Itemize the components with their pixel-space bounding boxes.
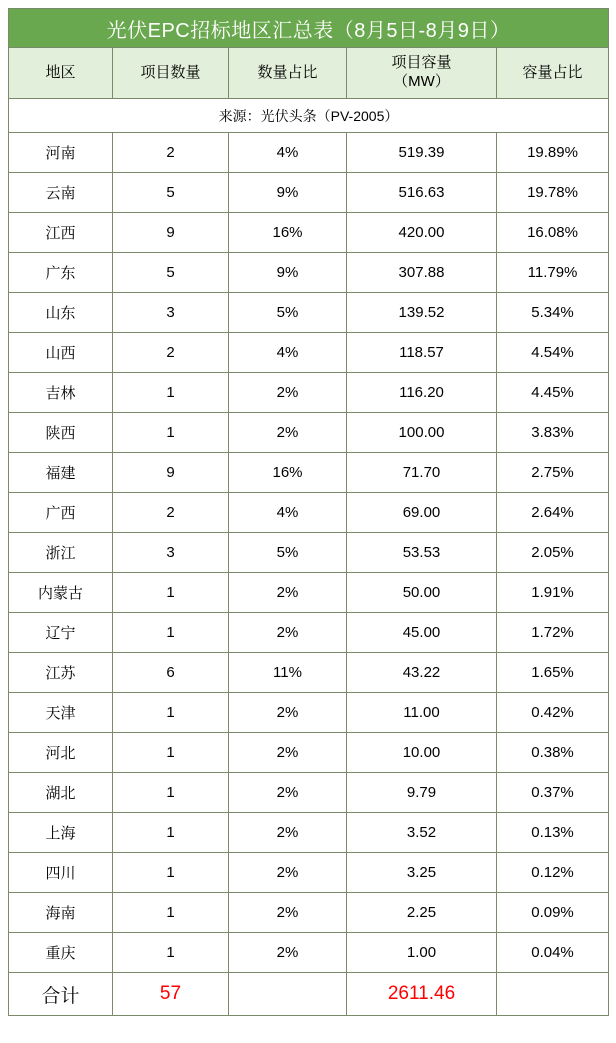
table-row bbox=[9, 893, 609, 933]
cell-capacity: 100.00 bbox=[347, 413, 497, 453]
cell-region: 云南 bbox=[9, 173, 113, 213]
cell-region: 山东 bbox=[9, 293, 113, 333]
cell-capacity: 519.39 bbox=[347, 133, 497, 173]
cell-capacity: 3.25 bbox=[347, 853, 497, 893]
table-row bbox=[9, 373, 609, 413]
cell-count-share: 2% bbox=[229, 773, 347, 813]
cell-count: 9 bbox=[113, 453, 229, 493]
cell-count-share: 5% bbox=[229, 293, 347, 333]
cell-count: 1 bbox=[113, 733, 229, 773]
table-row bbox=[9, 293, 609, 333]
cell-count-share: 11% bbox=[229, 653, 347, 693]
cell-region: 湖北 bbox=[9, 773, 113, 813]
cell-count-share: 2% bbox=[229, 933, 347, 973]
cell-count: 5 bbox=[113, 173, 229, 213]
cell-capacity-share: 0.38% bbox=[497, 733, 609, 773]
total-count-share bbox=[229, 973, 347, 1016]
cell-capacity-share: 2.75% bbox=[497, 453, 609, 493]
cell-count-share: 9% bbox=[229, 173, 347, 213]
cell-region: 河北 bbox=[9, 733, 113, 773]
cell-count-share: 4% bbox=[229, 333, 347, 373]
column-header-project-capacity bbox=[347, 48, 497, 99]
cell-capacity: 118.57 bbox=[347, 333, 497, 373]
cell-count: 1 bbox=[113, 693, 229, 733]
cell-region: 上海 bbox=[9, 813, 113, 853]
cell-count-share: 4% bbox=[229, 493, 347, 533]
cell-capacity-share: 1.65% bbox=[497, 653, 609, 693]
cell-capacity-share: 0.42% bbox=[497, 693, 609, 733]
cell-count: 9 bbox=[113, 213, 229, 253]
cell-region: 山西 bbox=[9, 333, 113, 373]
cell-capacity: 71.70 bbox=[347, 453, 497, 493]
cell-count: 3 bbox=[113, 533, 229, 573]
table-row bbox=[9, 333, 609, 373]
cell-count: 1 bbox=[113, 893, 229, 933]
table-row bbox=[9, 493, 609, 533]
cell-capacity-share: 0.12% bbox=[497, 853, 609, 893]
cell-capacity-share: 2.05% bbox=[497, 533, 609, 573]
cell-count: 1 bbox=[113, 933, 229, 973]
cell-capacity: 139.52 bbox=[347, 293, 497, 333]
cell-count-share: 4% bbox=[229, 133, 347, 173]
cell-region: 浙江 bbox=[9, 533, 113, 573]
cell-count: 5 bbox=[113, 253, 229, 293]
table-row bbox=[9, 613, 609, 653]
cell-capacity-share: 4.54% bbox=[497, 333, 609, 373]
capacity-header-line1: 项目容量 bbox=[391, 54, 452, 72]
cell-count-share: 9% bbox=[229, 253, 347, 293]
cell-capacity: 3.52 bbox=[347, 813, 497, 853]
table-row bbox=[9, 653, 609, 693]
cell-capacity: 43.22 bbox=[347, 653, 497, 693]
cell-capacity-share: 1.91% bbox=[497, 573, 609, 613]
table-row bbox=[9, 573, 609, 613]
table-row bbox=[9, 933, 609, 973]
cell-capacity-share: 4.45% bbox=[497, 373, 609, 413]
cell-count-share: 5% bbox=[229, 533, 347, 573]
cell-count-share: 2% bbox=[229, 733, 347, 773]
cell-capacity: 69.00 bbox=[347, 493, 497, 533]
table-row bbox=[9, 693, 609, 733]
cell-count-share: 2% bbox=[229, 693, 347, 733]
header-row bbox=[9, 48, 609, 99]
cell-count-share: 2% bbox=[229, 813, 347, 853]
total-label: 合计 bbox=[9, 973, 113, 1016]
cell-capacity-share: 0.13% bbox=[497, 813, 609, 853]
cell-capacity: 53.53 bbox=[347, 533, 497, 573]
cell-region: 陕西 bbox=[9, 413, 113, 453]
cell-capacity: 45.00 bbox=[347, 613, 497, 653]
cell-count-share: 2% bbox=[229, 893, 347, 933]
table-row bbox=[9, 773, 609, 813]
cell-region: 江西 bbox=[9, 213, 113, 253]
column-header-capacity-share: 容量占比 bbox=[497, 48, 609, 99]
cell-capacity: 9.79 bbox=[347, 773, 497, 813]
cell-capacity: 11.00 bbox=[347, 693, 497, 733]
cell-region: 海南 bbox=[9, 893, 113, 933]
capacity-header-line2: （MW） bbox=[393, 73, 450, 90]
table-row bbox=[9, 253, 609, 293]
cell-capacity: 516.63 bbox=[347, 173, 497, 213]
cell-count-share: 16% bbox=[229, 453, 347, 493]
cell-capacity-share: 0.37% bbox=[497, 773, 609, 813]
cell-capacity: 50.00 bbox=[347, 573, 497, 613]
table-row bbox=[9, 213, 609, 253]
column-header-count-share: 数量占比 bbox=[229, 48, 347, 99]
cell-count: 2 bbox=[113, 493, 229, 533]
table-row bbox=[9, 733, 609, 773]
cell-count: 2 bbox=[113, 133, 229, 173]
cell-count: 1 bbox=[113, 813, 229, 853]
table-title: 光伏EPC招标地区汇总表（8月5日-8月9日） bbox=[9, 9, 609, 48]
epc-tender-region-summary-table bbox=[8, 8, 609, 1016]
cell-count: 1 bbox=[113, 413, 229, 453]
cell-region: 广西 bbox=[9, 493, 113, 533]
cell-region: 吉林 bbox=[9, 373, 113, 413]
table-row bbox=[9, 813, 609, 853]
cell-region: 广东 bbox=[9, 253, 113, 293]
total-row bbox=[9, 973, 609, 1016]
cell-count-share: 2% bbox=[229, 373, 347, 413]
cell-region: 江苏 bbox=[9, 653, 113, 693]
column-header-project-count: 项目数量 bbox=[113, 48, 229, 99]
total-capacity: 2611.46 bbox=[347, 973, 497, 1016]
cell-count-share: 2% bbox=[229, 853, 347, 893]
title-row bbox=[9, 9, 609, 48]
cell-region: 辽宁 bbox=[9, 613, 113, 653]
source-row bbox=[9, 99, 609, 133]
cell-region: 四川 bbox=[9, 853, 113, 893]
cell-count: 3 bbox=[113, 293, 229, 333]
total-capacity-share bbox=[497, 973, 609, 1016]
cell-capacity-share: 2.64% bbox=[497, 493, 609, 533]
cell-count-share: 2% bbox=[229, 573, 347, 613]
cell-count: 2 bbox=[113, 333, 229, 373]
cell-region: 天津 bbox=[9, 693, 113, 733]
cell-count-share: 2% bbox=[229, 613, 347, 653]
cell-capacity-share: 3.83% bbox=[497, 413, 609, 453]
cell-capacity-share: 19.89% bbox=[497, 133, 609, 173]
table-row bbox=[9, 133, 609, 173]
cell-count: 1 bbox=[113, 853, 229, 893]
table-row bbox=[9, 453, 609, 493]
cell-region: 福建 bbox=[9, 453, 113, 493]
cell-capacity: 116.20 bbox=[347, 373, 497, 413]
cell-region: 重庆 bbox=[9, 933, 113, 973]
cell-capacity-share: 19.78% bbox=[497, 173, 609, 213]
cell-capacity-share: 5.34% bbox=[497, 293, 609, 333]
cell-capacity-share: 11.79% bbox=[497, 253, 609, 293]
cell-capacity: 307.88 bbox=[347, 253, 497, 293]
table-row bbox=[9, 413, 609, 453]
cell-count: 6 bbox=[113, 653, 229, 693]
cell-capacity-share: 0.09% bbox=[497, 893, 609, 933]
total-count: 57 bbox=[113, 973, 229, 1016]
source-note: 来源：光伏头条（PV-2005） bbox=[9, 99, 609, 133]
cell-count: 1 bbox=[113, 773, 229, 813]
cell-capacity: 2.25 bbox=[347, 893, 497, 933]
cell-capacity-share: 1.72% bbox=[497, 613, 609, 653]
cell-region: 河南 bbox=[9, 133, 113, 173]
column-header-region: 地区 bbox=[9, 48, 113, 99]
table-row bbox=[9, 173, 609, 213]
cell-capacity: 420.00 bbox=[347, 213, 497, 253]
cell-capacity-share: 16.08% bbox=[497, 213, 609, 253]
table-row bbox=[9, 533, 609, 573]
cell-count: 1 bbox=[113, 373, 229, 413]
cell-capacity: 1.00 bbox=[347, 933, 497, 973]
cell-count-share: 2% bbox=[229, 413, 347, 453]
cell-capacity: 10.00 bbox=[347, 733, 497, 773]
cell-count: 1 bbox=[113, 573, 229, 613]
cell-capacity-share: 0.04% bbox=[497, 933, 609, 973]
table-row bbox=[9, 853, 609, 893]
cell-count: 1 bbox=[113, 613, 229, 653]
cell-count-share: 16% bbox=[229, 213, 347, 253]
cell-region: 内蒙古 bbox=[9, 573, 113, 613]
